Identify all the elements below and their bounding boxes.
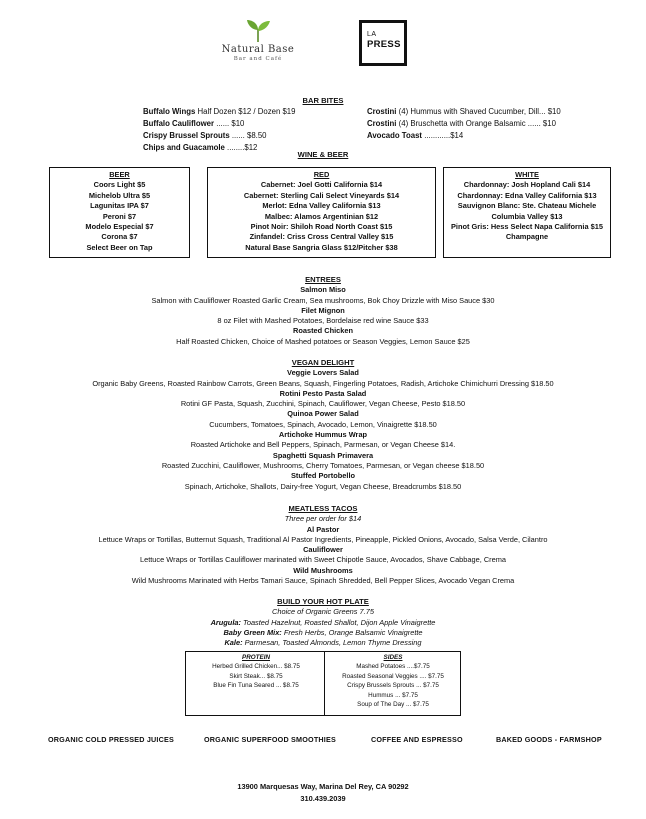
- tacos-title: MEATLESS TACOS: [288, 504, 358, 513]
- beer-item: Michelob Ultra $5: [88, 190, 151, 200]
- taco-desc: Lettuce Wraps or Tortillas, Butternut Squash, Traditional Al Pastor Ingredients, Pineapple, Pickled Onions, Avocado, Salsa Verde, Cilantro: [98, 534, 548, 544]
- side-item: Soup of The Day ... $7.75: [357, 701, 429, 709]
- footer-coffee: COFFEE AND ESPRESSO: [371, 735, 463, 744]
- vegan-name: Veggie Lovers Salad: [287, 368, 359, 378]
- protein-item: Herbed Grilled Chicken... $8.75: [212, 663, 300, 671]
- white-wine-item: Pinot Gris: Hess Select Napa California $15: [451, 222, 603, 232]
- beer-item: Peroni $7: [102, 211, 137, 221]
- red-wine-item: Natural Base Sangria Glass $12/Pitcher $38: [245, 242, 398, 252]
- hot-plate-subtitle: Choice of Organic Greens 7.75: [272, 607, 374, 617]
- bar-bite-item: Avocado Toast ............$14: [367, 131, 464, 140]
- sides-column: [326, 653, 460, 709]
- entree-name: Filet Mignon: [301, 305, 345, 315]
- hot-plate-section: [0, 597, 646, 648]
- white-wine-item: Champagne: [505, 232, 549, 242]
- sprout-icon: [243, 18, 273, 42]
- entree-desc: 8 oz Filet with Mashed Potatoes, Bordelaise red wine Sauce $33: [217, 316, 429, 326]
- natural-base-name: Natural Base: [221, 44, 295, 55]
- beer-title: BEER: [109, 170, 130, 179]
- la-press-bottom: PRESS: [367, 39, 401, 50]
- la-press-logo: [359, 20, 407, 66]
- side-item: Roasted Seasonal Veggies .... $7.75: [342, 672, 444, 680]
- vegan-name: Spaghetti Squash Primavera: [272, 450, 374, 460]
- red-wine-item: Cabernet: Sterling Cali Select Vineyards $14: [243, 190, 400, 200]
- red-title: RED: [313, 170, 330, 179]
- protein-column: [188, 653, 324, 691]
- beer-item: Coors Light $5: [93, 180, 146, 190]
- bar-bite-item: Crostini (4) Bruschetta with Orange Balsamic ...... $10: [367, 119, 556, 128]
- protein-title: PROTEIN: [242, 654, 270, 661]
- vegan-name: Rotini Pesto Pasta Salad: [279, 388, 367, 398]
- vegan-desc: Roasted Zucchini, Cauliflower, Mushrooms, Cherry Tomatoes, Parmesan, or Vegan cheese $18.50: [161, 460, 485, 470]
- vegan-desc: Spinach, Artichoke, Shallots, Dairy-free Yogurt, Vegan Cheese, Breadcrumbs $18.50: [184, 481, 462, 491]
- bar-bites-title: BAR BITES: [302, 96, 344, 105]
- white-wine-box: [443, 167, 611, 258]
- bar-bites-right: [367, 106, 561, 142]
- column-divider: [324, 652, 325, 715]
- bar-bite-item: Crispy Brussel Sprouts ...... $8.50: [143, 131, 267, 140]
- footer-juices: ORGANIC COLD PRESSED JUICES: [48, 735, 175, 744]
- white-wine-item: Chardonnay: Edna Valley California $13: [457, 190, 597, 200]
- greens-option: Arugula: Toasted Hazelnut, Roasted Shallot, Dijon Apple Vinaigrette: [210, 617, 436, 627]
- red-wine-item: Pinot Noir: Shiloh Road North Coast $15: [250, 222, 393, 232]
- greens-option: Kale: Parmesan, Toasted Almonds, Lemon Thyme Dressing: [224, 638, 422, 648]
- wine-beer-title: WINE & BEER: [297, 150, 349, 159]
- footer-baked-goods: BAKED GOODS - FARMSHOP: [496, 735, 602, 744]
- vegan-name: Stuffed Portobello: [290, 471, 356, 481]
- taco-desc: Lettuce Wraps or Tortillas Cauliflower marinated with Sweet Chipotle Sauce, Avocados, Shave Cabbage, Crema: [139, 555, 507, 565]
- la-press-top: LA: [367, 31, 377, 38]
- white-wine-item: Columbia Valley $13: [491, 211, 563, 221]
- bar-bite-item: Buffalo Wings Half Dozen $12 / Dozen $19: [143, 107, 296, 116]
- white-wine-item: Sauvignon Blanc: Ste. Chateau Michele: [457, 201, 597, 211]
- bar-bite-item: Buffalo Cauliflower ...... $10: [143, 119, 245, 128]
- red-wine-box: [207, 167, 436, 258]
- white-wine-item: Chardonnay: Josh Hopland Cali $14: [463, 180, 591, 190]
- greens-option: Baby Green Mix: Fresh Herbs, Orange Balsamic Vinaigrette: [223, 627, 423, 637]
- beer-box: [49, 167, 190, 258]
- beer-item: Lagunitas IPA $7: [90, 201, 149, 211]
- entree-desc: Half Roasted Chicken, Choice of Mashed potatoes or Season Veggies, Lemon Sauce $25: [176, 336, 470, 346]
- tacos-section: [0, 504, 646, 586]
- vegan-title: VEGAN DELIGHT: [291, 358, 355, 367]
- entree-desc: Salmon with Cauliflower Roasted Garlic Cream, Sea mushrooms, Bok Choy Drizzle with Miso Sauce $30: [151, 295, 495, 305]
- natural-base-logo: [208, 18, 308, 63]
- taco-name: Wild Mushrooms: [293, 565, 353, 575]
- footer-smoothies: ORGANIC SUPERFOOD SMOOTHIES: [204, 735, 336, 744]
- vegan-desc: Rotini GF Pasta, Squash, Zucchini, Spinach, Cauliflower, Vegan Cheese, Pesto $18.50: [180, 399, 466, 409]
- beer-item: Select Beer on Tap: [86, 242, 153, 252]
- taco-name: Cauliflower: [303, 545, 343, 555]
- address: 13900 Marquesas Way, Marina Del Rey, CA 90292: [237, 782, 409, 791]
- white-title: WHITE: [515, 170, 539, 179]
- phone: 310.439.2039: [300, 794, 346, 803]
- taco-name: Al Pastor: [306, 524, 340, 534]
- red-wine-item: Zinfandel: Criss Cross Central Valley $15: [249, 232, 394, 242]
- entree-name: Roasted Chicken: [293, 326, 353, 336]
- bar-bite-item: Chips and Guacamole ........$12: [143, 143, 258, 152]
- tacos-subtitle: Three per order for $14: [284, 514, 362, 524]
- taco-desc: Wild Mushrooms Marinated with Herbs Tamari Sauce, Spinach Shredded, Bell Pepper Slices, Avocado Vegan Crema: [131, 576, 515, 586]
- red-wine-item: Malbec: Alamos Argentinian $12: [264, 211, 379, 221]
- red-wine-item: Merlot: Edna Valley California $13: [262, 201, 381, 211]
- beer-item: Corona $7: [101, 232, 138, 242]
- bar-bite-item: Crostini (4) Hummus with Shaved Cucumber, Dill... $10: [367, 107, 561, 116]
- entrees-section: [0, 275, 646, 347]
- vegan-desc: Organic Baby Greens, Roasted Rainbow Carrots, Green Beans, Squash, Fingerling Potatoes, Radish, Artichoke Chimichurri Dressing $18.50: [92, 378, 554, 388]
- bar-bites-left: [143, 106, 295, 154]
- vegan-name: Quinoa Power Salad: [287, 409, 359, 419]
- vegan-section: [0, 358, 646, 492]
- protein-item: Blue Fin Tuna Seared ... $8.75: [213, 682, 299, 690]
- vegan-desc: Roasted Artichoke and Bell Peppers, Spinach, Parmesan, or Vegan Cheese $14.: [190, 440, 456, 450]
- beer-item: Modelo Especial $7: [85, 222, 154, 232]
- side-item: Crispy Brussels Sprouts ... $7.75: [347, 682, 439, 690]
- sides-title: SIDES: [383, 654, 403, 661]
- protein-sides-box: [185, 651, 461, 716]
- protein-item: Skirt Steak... $8.75: [229, 672, 283, 680]
- side-item: Hummus ... $7.75: [368, 691, 418, 699]
- vegan-desc: Cucumbers, Tomatoes, Spinach, Avocado, Lemon, Vinaigrette $18.50: [209, 419, 437, 429]
- hot-plate-title: BUILD YOUR HOT PLATE: [277, 597, 369, 606]
- natural-base-tagline: Bar and Café: [233, 56, 283, 62]
- entrees-title: ENTREES: [305, 275, 341, 284]
- vegan-name: Artichoke Hummus Wrap: [278, 430, 368, 440]
- entree-name: Salmon Miso: [300, 285, 346, 295]
- side-item: Mashed Potatoes ....$7.75: [356, 663, 430, 671]
- red-wine-item: Cabernet: Joel Gotti California $14: [260, 180, 383, 190]
